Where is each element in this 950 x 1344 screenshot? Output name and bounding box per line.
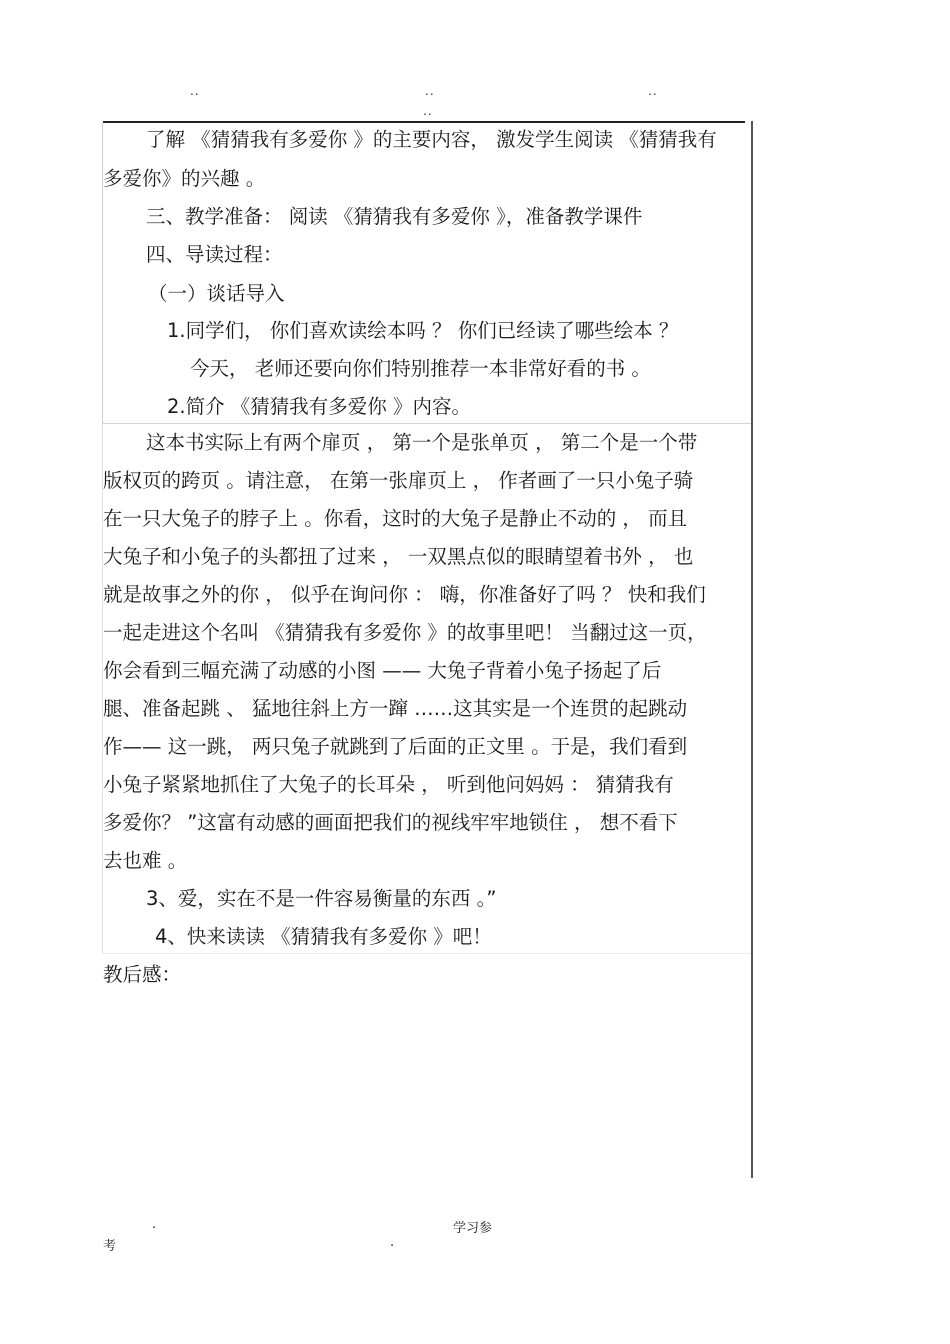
paragraph-line: 版权页的跨页 。请注意， 在第一张扉页上 ， 作者画了一只小兔子骑 [103,469,694,492]
header-dots-left: .. [190,84,200,98]
subsection-talk-intro: （一）谈话导入 [148,282,285,305]
paragraph-line: 腿、准备起跳 、 猛地往斜上方一蹿 ……这其实是一个连贯的起跳动 [103,697,688,720]
table-right-rule [751,121,753,1178]
table-left-rule-lower [102,423,103,954]
paragraph-line: 你会看到三幅充满了动感的小图 —— 大兔子背着小兔子扬起了后 [103,659,662,682]
row-divider-upper [102,423,751,424]
header-dots-center: .. [425,84,435,98]
paragraph-line: 多爱你？ ”这富有动感的画面把我们的视线牢牢地锁住 ， 想不看下 [103,811,678,834]
paragraph-line: 作—— 这一跳， 两只兔子就跳到了后面的正文里 。于是，我们看到 [103,735,688,758]
list-item-1: 1.同学们， 你们喜欢读绘本吗 ？ 你们已经读了哪些绘本 ？ [167,319,679,342]
header-dots-center-second: .. [423,104,433,118]
footer-dot-right: . [390,1235,395,1250]
footer-center-text: 学习参 [453,1221,493,1236]
goal-line-1: 了解 《猜猜我有多爱你 》的主要内容， 激发学生阅读 《猜猜我有 [146,128,717,151]
list-item-1-continued: 今天， 老师还要向你们特别推荐一本非常好看的书 。 [190,357,651,380]
footer-dot-left: . [152,1217,157,1232]
list-item-2: 2.简介 《猜猜我有多爱你 》内容。 [167,395,472,418]
footer-left-text: 考 [103,1239,117,1254]
paragraph-line: 去也难 。 [103,849,188,872]
paragraph-line: 这本书实际上有两个扉页 ， 第一个是张单页 ， 第二个是一个带 [146,431,698,454]
reflection-label: 教后感： [103,963,182,986]
row-divider-lower [102,953,751,954]
list-item-3: 3、爱，实在不是一件容易衡量的东西 。” [146,887,497,910]
goal-line-2: 多爱你》的兴趣 。 [103,167,266,190]
paragraph-line: 一起走进这个名叫 《猜猜我有多爱你 》的故事里吧！ 当翻过这一页， [103,621,707,644]
paragraph-line: 就是故事之外的你 ， 似乎在询问你 ： 嗨，你准备好了吗 ？ 快和我们 [103,583,706,606]
paragraph-line: 在一只大兔子的脖子上 。你看，这时的大兔子是静止不动的 ， 而且 [103,507,688,530]
section-teaching-prep: 三、教学准备： 阅读 《猜猜我有多爱你 》，准备教学课件 [146,205,643,228]
list-item-4: 4、快来读读 《猜猜我有多爱你 》吧！ [155,925,492,948]
paragraph-line: 大兔子和小兔子的头都扭了过来 ， 一双黑点似的眼睛望着书外 ， 也 [103,545,694,568]
header-dots-right: .. [648,84,658,98]
section-reading-process: 四、导读过程： [146,243,283,266]
paragraph-line: 小兔子紧紧地抓住了大兔子的长耳朵 ， 听到他问妈妈 ： 猜猜我有 [103,773,674,796]
table-top-rule [103,121,745,123]
